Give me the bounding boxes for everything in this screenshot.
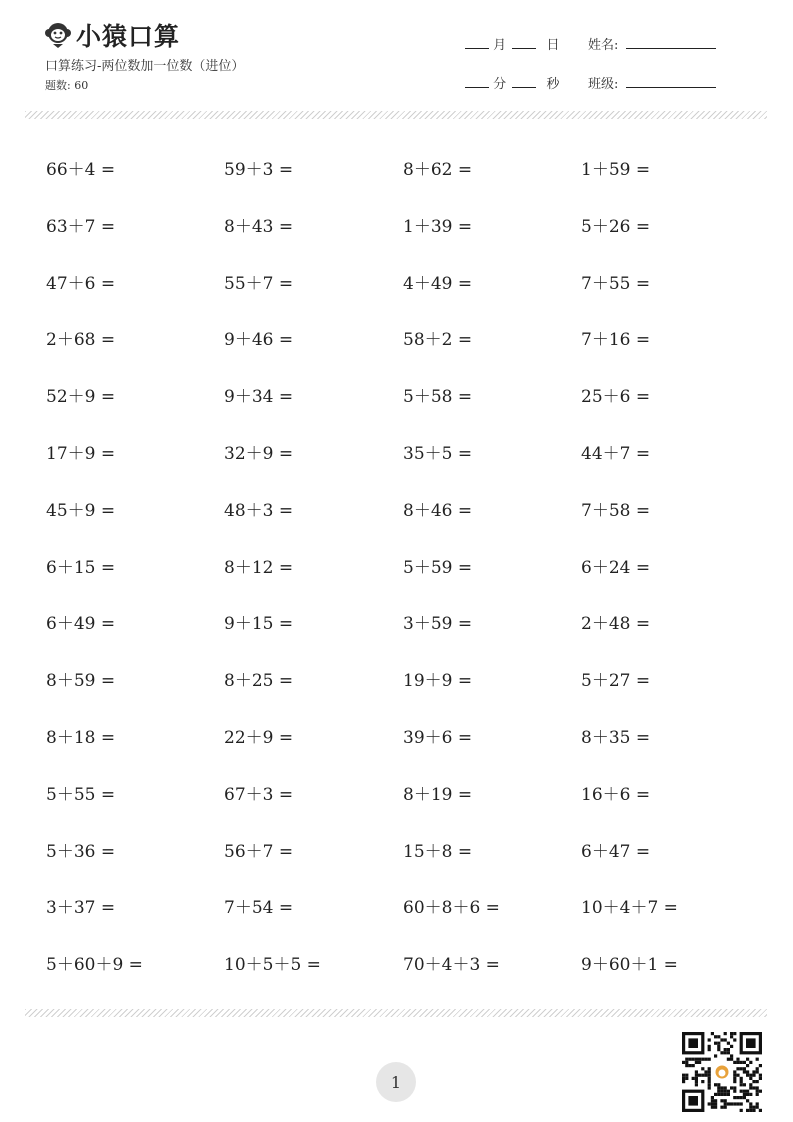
problem-item: 56＋7 =: [224, 841, 294, 862]
problem-item: 22＋9 =: [224, 728, 294, 748]
problem-item: 8＋46 =: [403, 500, 473, 521]
problem-item: 9＋60＋1 =: [581, 955, 678, 976]
problem-item: 8＋19 =: [403, 784, 473, 805]
problem-item: 19＋9 =: [403, 671, 473, 692]
problem-item: 60＋8＋6 =: [403, 898, 500, 919]
worksheet-subtitle: 口算练习-两位数加一位数（进位）: [45, 59, 245, 74]
problem-item: 1＋59 =: [581, 160, 651, 180]
problem-item: 16＋6 =: [581, 784, 651, 805]
minute-label: 分: [493, 77, 507, 92]
page-number: 1: [376, 1062, 416, 1102]
problem-item: 3＋37 =: [46, 898, 116, 919]
problem-item: 67＋3 =: [224, 784, 294, 805]
problem-item: 9＋15 =: [224, 614, 294, 635]
problem-item: 55＋7 =: [224, 273, 294, 294]
problem-item: 8＋62 =: [403, 160, 473, 180]
problem-item: 58＋2 =: [403, 330, 473, 351]
problem-item: 5＋26 =: [581, 216, 651, 237]
month-label: 月: [493, 38, 507, 53]
name-label: 姓名:: [588, 38, 619, 53]
problem-item: 70＋4＋3 =: [403, 955, 500, 976]
problem-item: 17＋9 =: [46, 444, 116, 464]
day-label: 日: [546, 38, 560, 53]
problem-item: 39＋6 =: [403, 728, 473, 748]
problem-item: 2＋48 =: [581, 614, 651, 635]
problem-item: 7＋58 =: [581, 500, 651, 521]
problem-item: 5＋55 =: [46, 784, 116, 805]
problem-item: 10＋4＋7 =: [581, 898, 678, 919]
problem-item: 9＋34 =: [224, 387, 294, 408]
problem-item: 15＋8 =: [403, 841, 473, 862]
problem-item: 48＋3 =: [224, 500, 294, 521]
problem-item: 66＋4 =: [46, 160, 116, 180]
problem-item: 10＋5＋5 =: [224, 955, 321, 976]
problem-item: 2＋68 =: [46, 330, 116, 351]
problem-item: 25＋6 =: [581, 387, 651, 408]
problem-item: 5＋36 =: [46, 841, 116, 862]
problem-item: 52＋9 =: [46, 387, 116, 408]
problem-item: 32＋9 =: [224, 444, 294, 464]
problem-item: 63＋7 =: [46, 216, 116, 237]
problem-item: 47＋6 =: [46, 273, 116, 294]
problem-item: 5＋58 =: [403, 387, 473, 408]
problem-item: 7＋16 =: [581, 330, 651, 351]
problem-item: 7＋55 =: [581, 273, 651, 294]
problem-item: 35＋5 =: [403, 444, 473, 464]
problem-item: 5＋59 =: [403, 557, 473, 578]
problem-item: 8＋43 =: [224, 216, 294, 237]
problem-item: 8＋18 =: [46, 728, 116, 748]
problem-item: 7＋54 =: [224, 898, 294, 919]
problem-item: 8＋35 =: [581, 728, 651, 748]
second-label: 秒: [546, 77, 560, 92]
problem-item: 3＋59 =: [403, 614, 473, 635]
problem-item: 8＋59 =: [46, 671, 116, 692]
problem-item: 59＋3 =: [224, 160, 294, 180]
qr-code-icon: [682, 1032, 762, 1112]
problem-item: 4＋49 =: [403, 273, 473, 294]
problem-item: 6＋24 =: [581, 557, 651, 578]
bottom-divider: [25, 1009, 767, 1017]
problem-item: 6＋15 =: [46, 557, 116, 578]
problem-item: 44＋7 =: [581, 444, 651, 464]
problem-item: 45＋9 =: [46, 500, 116, 521]
problem-item: 5＋60＋9 =: [46, 955, 143, 976]
problem-item: 6＋49 =: [46, 614, 116, 635]
problem-item: 9＋46 =: [224, 330, 294, 351]
problem-item: 8＋25 =: [224, 671, 294, 692]
class-label: 班级:: [588, 77, 619, 92]
problem-count: 题数: 60: [45, 79, 89, 92]
problem-item: 6＋47 =: [581, 841, 651, 862]
problem-item: 5＋27 =: [581, 671, 651, 692]
problem-item: 8＋12 =: [224, 557, 294, 578]
brand-name: 小猿口算: [76, 22, 181, 51]
problem-item: 1＋39 =: [403, 216, 473, 237]
